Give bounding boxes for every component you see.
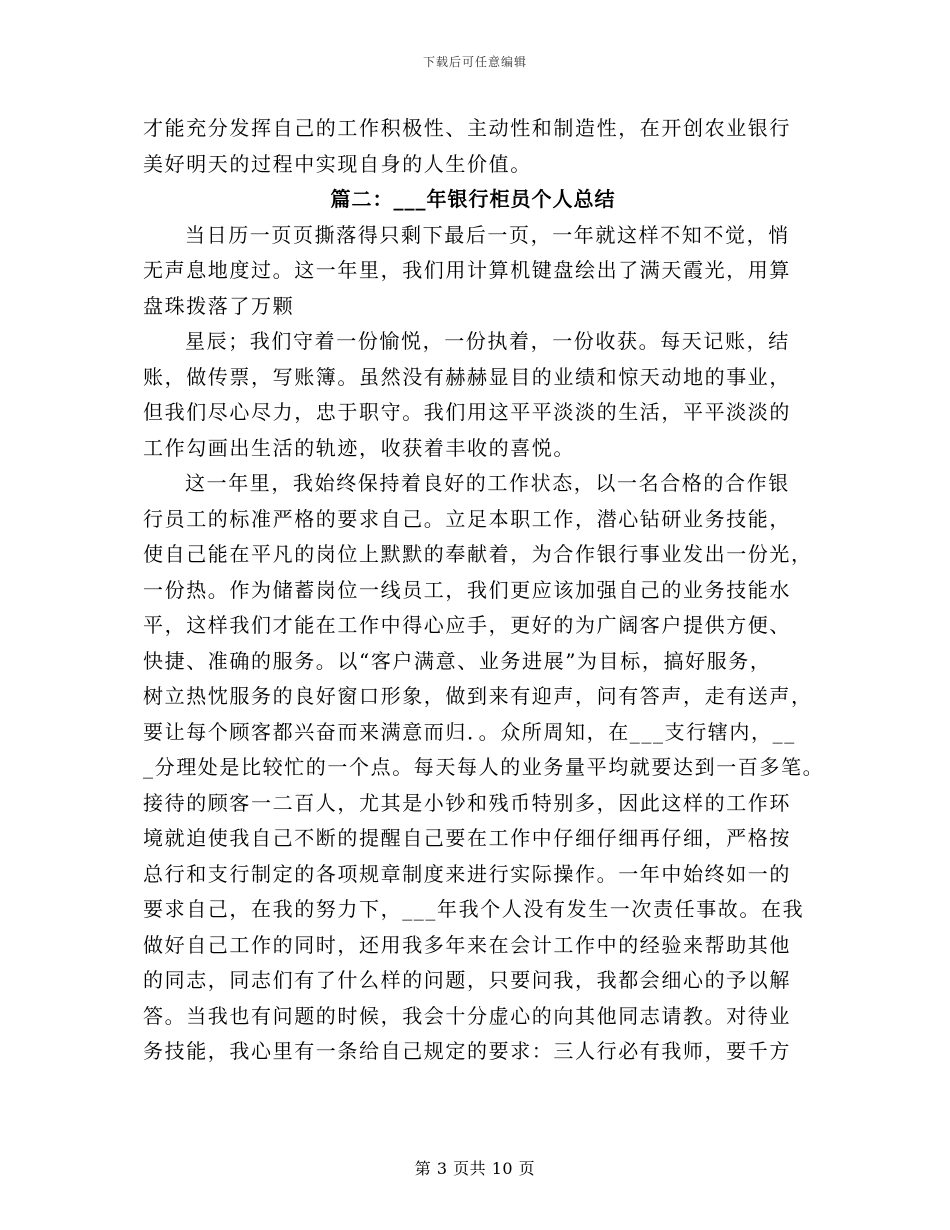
text-line: 行员工的标准严格的要求自己。立足本职工作，潜心钻研业务技能， (143, 506, 791, 531)
text-line: 的同志，同志们有了什么样的问题，只要问我，我都会细心的予以解 (143, 968, 791, 992)
text-line: 使自己能在平凡的岗位上默默的奉献着，为合作银行事业发出一份光， (143, 542, 813, 566)
text-line: 平，这样我们才能在工作中得心应手，更好的为广阔客户提供方便、 (143, 613, 791, 637)
text-line: 才能充分发挥自己的工作积极性、主动性和制造性，在开创农业银行 (143, 116, 791, 140)
text-line: 工作勾画出生活的轨迹，收获着丰收的喜悦。 (143, 435, 575, 460)
header-note: 下载后可任意编辑 (422, 55, 527, 69)
text-line: 做好自己工作的同时，还用我多年来在会计工作中的经验来帮助其他 (143, 932, 791, 957)
text-line: 要让每个顾客都兴奋而来满意而归．。众所周知，在___支行辖内，__ (143, 719, 796, 744)
text-line: 接待的顾客一二百人，尤其是小钞和残币特别多，因此这样的工作环 (143, 790, 791, 815)
text-line: 树立热忱服务的良好窗口形象，做到来有迎声，问有答声，走有送声， (143, 684, 813, 708)
text-line: _分理处是比较忙的一个点。每天每人的业务量平均就要达到一百多笔。 (143, 755, 825, 779)
page-number-footer: 第 3 页共 10 页 (414, 1159, 536, 1178)
text-line: 美好明天的过程中实现自身的人生价值。 (143, 151, 532, 176)
text-line: 星辰；我们守着一份愉悦，一份执着，一份收获。每天记账，结 (185, 329, 790, 353)
text-line: 账，做传票，写账簿。虽然没有赫赫显目的业绩和惊天动地的事业， (143, 364, 791, 389)
text-line: 总行和支行制定的各项规章制度来进行实际操作。一年中始终如一的 (143, 861, 791, 886)
text-line: 一份热。作为储蓄岗位一线员工，我们更应该加强自己的业务技能水 (143, 577, 791, 602)
text-line: 但我们尽心尽力，忠于职守。我们用这平平淡淡的生活，平平淡淡的 (143, 400, 791, 424)
text-line: 快捷、准确的服务。以“客户满意、业务进展”为目标，搞好服务， (143, 648, 772, 673)
section-title: 篇二：___年银行柜员个人总结 (330, 187, 616, 211)
text-line: 无声息地度过。这一年里，我们用计算机键盘绘出了满天霞光，用算 (143, 258, 791, 282)
text-line: 要求自己，在我的努力下，___年我个人没有发生一次责任事故。在我 (143, 897, 805, 921)
text-line: 盘珠拨落了万颗 (143, 293, 295, 318)
text-line: 当日历一页页撕落得只剩下最后一页，一年就这样不知不觉，悄 (185, 222, 790, 247)
text-line: 这一年里，我始终保持着良好的工作状态，以一名合格的合作银 (185, 471, 790, 495)
document-body (143, 111, 823, 1070)
text-line: 境就迫使我自己不断的提醒自己要在工作中仔细仔细再仔细，严格按 (143, 826, 791, 850)
text-line: 务技能，我心里有一条给自己规定的要求：三人行必有我师，要千方 (143, 1039, 791, 1063)
text-line: 答。当我也有问题的时候，我会十分虚心的向其他同志请教。对待业 (143, 1003, 791, 1028)
